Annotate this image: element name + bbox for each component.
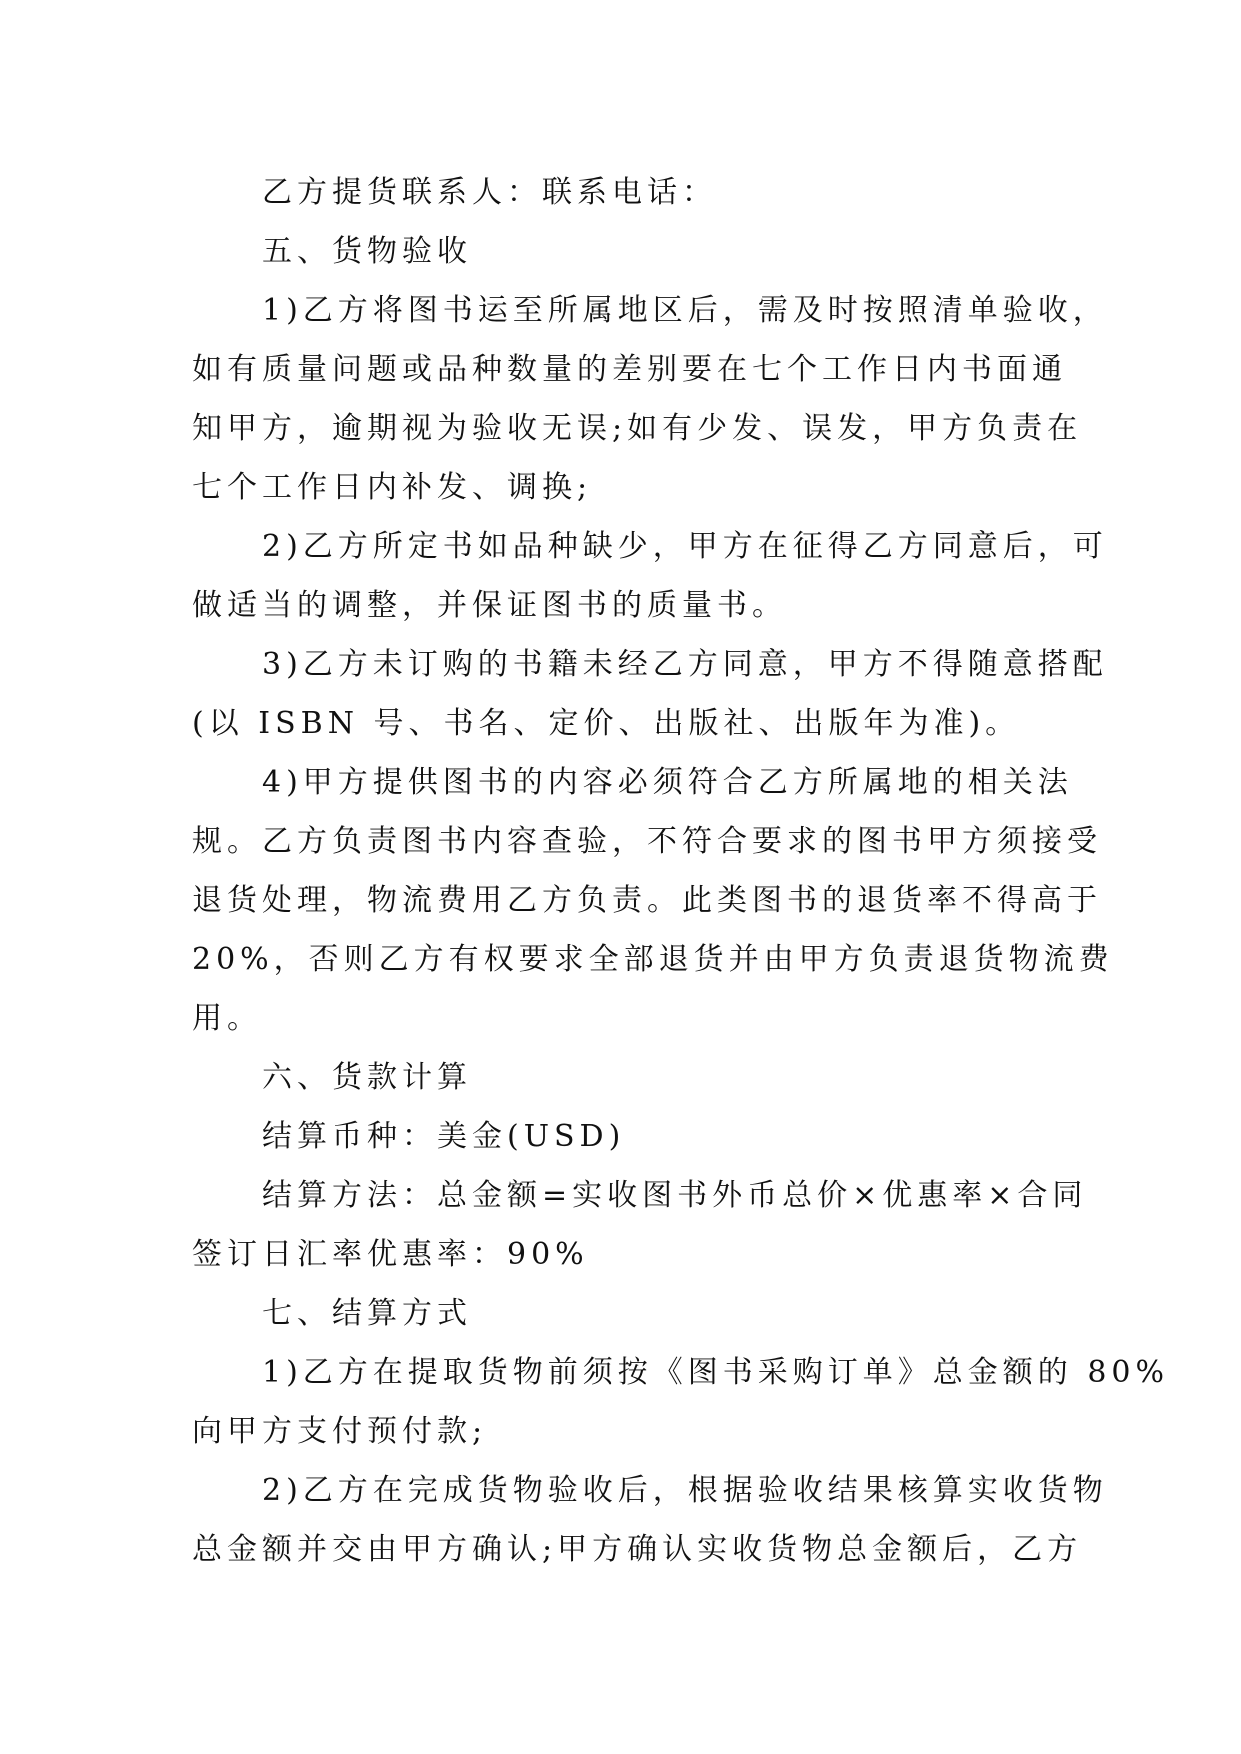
paragraph-line: 向甲方支付预付款; [192,1414,488,1449]
paragraph-line: 退货处理，物流费用乙方负责。此类图书的退货率不得高于 [192,883,1102,918]
clause-paragraph [192,281,1241,517]
paragraph-line: 4)甲方提供图书的内容必须符合乙方所属地的相关法 [262,765,1073,800]
paragraph-line: 规。乙方负责图书内容查验，不符合要求的图书甲方须接受 [192,824,1102,859]
section-heading-text: 五、货物验收 [262,234,472,269]
section-heading [192,1284,1241,1343]
section-heading-text: 六、货款计算 [262,1060,472,1095]
paragraph-line: 如有质量问题或品种数量的差别要在七个工作日内书面通 [192,352,1067,387]
paragraph-line: 2)乙方在完成货物验收后，根据验收结果核算实收货物 [262,1473,1108,1508]
paragraph-line: 做适当的调整，并保证图书的质量书。 [192,588,787,623]
paragraph-line: 总金额并交由甲方确认;甲方确认实收货物总金额后，乙方 [192,1532,1083,1567]
section-heading [192,1048,1241,1107]
section-heading [192,222,1241,281]
paragraph-line: 乙方提货联系人：联系电话： [262,175,717,210]
clause-paragraph [192,1343,1241,1461]
paragraph-line: 3)乙方未订购的书籍未经乙方同意，甲方不得随意搭配 [262,647,1108,682]
clause-paragraph [192,1461,1241,1579]
clause-paragraph [192,635,1241,753]
section-heading-text: 七、结算方式 [262,1296,472,1331]
paragraph-line: (以 ISBN 号、书名、定价、出版社、出版年为准)。 [192,706,1021,741]
paragraph-line: 七个工作日内补发、调换; [192,470,593,505]
clause-paragraph [192,517,1241,635]
paragraph-line: 2)乙方所定书如品种缺少，甲方在征得乙方同意后，可 [262,529,1108,564]
paragraph-line: 结算币种：美金(USD) [262,1119,626,1154]
paragraph-line: 知甲方，逾期视为验收无误;如有少发、误发，甲方负责在 [192,411,1083,446]
paragraph-line: 1)乙方在提取货物前须按《图书采购订单》总金额的 80% [262,1355,1170,1390]
paragraph-line: 签订日汇率优惠率：90% [192,1237,589,1272]
paragraph-line: 用。 [192,1001,262,1036]
paragraph-line: 1)乙方将图书运至所属地区后，需及时按照清单验收， [262,293,1108,328]
contact-paragraph [192,163,1241,222]
clause-paragraph [192,753,1241,1048]
paragraph-line: 20%，否则乙方有权要求全部退货并由甲方负责退货物流费 [192,942,1114,977]
calculation-paragraph [192,1166,1241,1284]
currency-paragraph [192,1107,1241,1166]
paragraph-line: 结算方法：总金额=实收图书外币总价×优惠率×合同 [262,1178,1088,1213]
